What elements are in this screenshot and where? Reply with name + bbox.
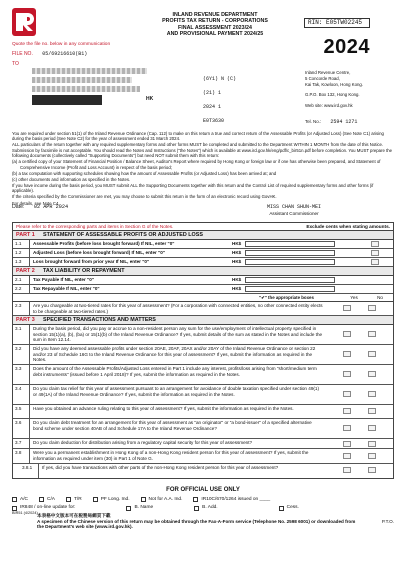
title-line3: AND PROVISIONAL PAYMENT 2024/25 (166, 31, 264, 38)
form-row-2-3 (13, 302, 393, 316)
part2-header (13, 267, 393, 276)
quote-note: Quote the file no. below in any communication (12, 42, 111, 47)
ref-code: E0T3630 (203, 118, 225, 124)
instructions-paragraph: For details, see Note C4. (12, 200, 60, 206)
form-row-3-2 (13, 345, 393, 365)
part1-header (13, 231, 393, 240)
tax-payable-field[interactable] (245, 277, 335, 283)
assessable-profits-field[interactable] (245, 241, 335, 247)
part-number: PART 1 (16, 232, 35, 239)
ref-code: 2024 1 (203, 104, 222, 110)
official-label: PF Long. Ind. (100, 496, 130, 502)
item-number: 3.6 (13, 419, 30, 438)
official-checkbox[interactable] (39, 497, 55, 503)
tel-value: 2594 1271 (330, 119, 358, 125)
yes-heading: Yes (350, 295, 358, 301)
item-box[interactable] (371, 259, 379, 265)
ref-code: (6Y1) N (C) (203, 76, 237, 82)
no-checkbox[interactable] (368, 467, 376, 473)
item-text: If yes, did you have transactions with other parts of the non-Hong Kong resident person for this year of assessment? (42, 465, 279, 471)
official-checkbox[interactable] (93, 497, 130, 503)
official-label: Not for A.A. Ind. (148, 496, 183, 502)
form-row-3-6 (13, 419, 393, 439)
no-checkbox[interactable] (368, 391, 376, 397)
issue-date (12, 205, 68, 211)
form-code: BIR51 (4/2024) (12, 511, 38, 515)
item-number: 1.2 (13, 249, 30, 257)
ird-logo-icon (12, 8, 36, 36)
no-checkbox[interactable] (368, 305, 376, 311)
instructions-paragraph: You are required under section 51(1) of the Inland Revenue Ordinance (Cap. 112) to make on this return a true and correct return of the Assessable Profits (or Adjusted Loss) (See Note C1) arising during the basis period (See Note C2) for the year of assessment ended 31 March 2024. (12, 131, 384, 142)
form-row-3-8 (13, 449, 393, 464)
instructions-item: (b) a tax computation with supporting schedules showing how the amount of Assessable Profits (or Adjusted Loss) has been arrived at; and (12, 170, 277, 176)
year-of-return: 2024 (323, 36, 370, 58)
signatory-name: MISS CHAN SHUN-MEI (267, 204, 322, 210)
file-number (12, 52, 87, 58)
reference-codes (203, 77, 236, 133)
official-label: Cess. (286, 505, 299, 511)
no-checkbox[interactable] (368, 371, 376, 377)
official-label: A/C (20, 496, 28, 502)
official-checkbox[interactable] (12, 497, 28, 503)
item-box[interactable] (371, 241, 379, 247)
yes-checkbox[interactable] (343, 408, 351, 414)
yes-checkbox[interactable] (343, 425, 351, 431)
official-label: IR10C/670/1264 issued on ____ (201, 496, 271, 502)
item-text: Were you a permanent establishment in Hong Kong of a non-Hong Kong resident person for this year of assessment? If yes, submit the information as required under item (30) in Part 1 of Note G. (33, 450, 309, 461)
ird-address-line: 5 Concorde Road, (305, 75, 340, 81)
item-text: Assessable Profits (before loss brought forward) If NIL, enter "0" (33, 241, 175, 247)
form-row-2-1 (13, 276, 393, 285)
item-box[interactable] (371, 250, 379, 256)
official-use-section (12, 487, 394, 530)
redacted-line (32, 68, 147, 74)
currency-label: HK$ (232, 241, 242, 247)
loss-brought-forward-field[interactable] (245, 259, 335, 265)
item-number: 3.1 (13, 325, 30, 344)
form-row-3-1 (13, 325, 393, 345)
date-label: Date: (12, 204, 25, 210)
item-number: 3.5 (13, 405, 30, 418)
form-row-1-1 (13, 240, 393, 249)
part-title: TAX LIABILITY OR REPAYMENT (43, 268, 125, 275)
ird-telephone (305, 119, 357, 126)
yes-checkbox[interactable] (343, 453, 351, 459)
form-row-3-8-1 (13, 464, 393, 478)
redacted-block (32, 95, 102, 105)
ref-code: (21) 1 (203, 90, 222, 96)
no-checkbox[interactable] (368, 425, 376, 431)
item-text: Tax Repayable If NIL, enter "0" (33, 286, 100, 292)
official-checkbox[interactable] (279, 505, 299, 511)
yes-checkbox[interactable] (343, 371, 351, 377)
yes-checkbox[interactable] (343, 331, 351, 337)
pto-label: P.T.O. (381, 519, 394, 524)
form-row-1-3 (13, 258, 393, 267)
item-number: 1.1 (13, 240, 30, 248)
item-number: 2.3 (13, 302, 30, 315)
part-number: PART 2 (16, 268, 35, 275)
currency-label: HK$ (232, 250, 242, 256)
official-use-title: FOR OFFICIAL USE ONLY (166, 487, 240, 493)
item-text: Does the amount of the Assessable Profits/Adjusted Loss entered in Part 1 include any interest, profits/loss arising from "short/medium term debt instruments" (issued before 1 April 2018)? If yes, submit the information as required in the Notes. (33, 366, 317, 377)
signature (267, 205, 321, 216)
currency-label: HK$ (232, 277, 242, 283)
redacted-line (32, 86, 140, 92)
irn-box (304, 18, 370, 28)
item-text: Adjusted Loss (before loss brought forward) If NIL, enter "0" (33, 250, 165, 256)
item-text: Do you claim debt treatment for an arrangement for this year of assessment as "an originator" or "a bond-issuer" of a specified alternative bond scheme under section 40AB of and Schedule 17A to the Inland Revenue Ordinance? (33, 420, 312, 431)
instructions-paragraph: ALL particulars of the return together with any required supplementary forms and other forms MUST be completed and submitted to the Department WITHIN 1 MONTH from the date of this Notice. Submission by facsimile is not acceptable. You should read the Notes and Instructions ("the Notes") which is available at www.ird.gov.hk/eng/pdf/c_bir51n.pdf before completion. You MUST prepare the following documents (collectively called "Supporting Documents") but need NOT submit them with this return: (12, 142, 393, 159)
item-number: 2.2 (13, 285, 30, 293)
yes-checkbox[interactable] (343, 351, 351, 357)
dept-name: INLAND REVENUE DEPARTMENT (172, 12, 258, 18)
instructions-item: (c) other documents and information as specified in the Notes. (12, 176, 131, 182)
item-text: Tax Payable If NIL, enter "0" (33, 277, 94, 283)
official-label: B. Name (134, 505, 154, 511)
official-checkbox[interactable] (66, 497, 82, 503)
item-number: 3.8.1 (13, 464, 39, 478)
item-text: During the basis period, did you pay or accrue to a non-resident person any sum for the use/employment of intellectual property specified in section 15(1)(a), (b), (ba) or 15(1)(b) of the Inland Revenue Ordinance? If yes, submit details of the sum as stated in the Notes and include the sum in Item 12.14. (33, 326, 323, 342)
yes-checkbox[interactable] (343, 391, 351, 397)
signatory-title: Assistant Commissioner (269, 210, 319, 216)
item-text: Do you claim tax relief for this year of assessment pursuant to an arrangement for avoidance of double taxation specified under section 49(1) or 49(1A) of the Inland Revenue Ordinance? If yes, submit the information as required in the Notes. (33, 386, 319, 397)
no-heading: No (377, 295, 383, 301)
title-line2: FINAL ASSESSMENT 2023/24 (178, 24, 252, 31)
part-title: SPECIFIED TRANSACTIONS AND MATTERS (43, 317, 156, 324)
form-row-1-2 (13, 249, 393, 258)
ird-website: Web site: www.ird.gov.hk (305, 103, 353, 109)
official-label: C/A (47, 496, 55, 502)
item-text: Loss brought forward from prior year If NIL, enter "0" (33, 259, 150, 265)
return-form (12, 222, 394, 479)
title-line1: PROFITS TAX RETURN - CORPORATIONS (162, 18, 268, 25)
official-checkbox[interactable] (194, 505, 217, 511)
item-text: Are you chargeable at two-tiered rates for this year of assessment? (For a corporation with connected entities, no other connected entity elects to be chargeable at two-tiered rates.) (33, 303, 323, 314)
yes-checkbox[interactable] (343, 305, 351, 311)
item-number: 3.2 (13, 345, 30, 364)
currency-label: HK$ (232, 286, 242, 292)
irn-value: E05TW02245 (326, 19, 363, 26)
return-title (160, 12, 270, 37)
form-row-3-3 (13, 365, 393, 385)
tax-repayable-field[interactable] (245, 286, 335, 292)
official-checkbox[interactable] (141, 497, 183, 503)
instructions (12, 131, 394, 207)
official-use-row (12, 497, 394, 503)
hk-label: HK (146, 96, 154, 102)
redacted-line (32, 77, 132, 83)
item-number: 2.1 (13, 276, 30, 284)
item-text: Did you have any deemed assessable profits under section 20AE, 20AF, 20AX and/or 20AY of the Inland Revenue Ordinance or section 22 and/or 23 of Schedule 16G to the Inland Revenue Ordinance for this year of assessment? If yes, submit the information as required in the Notes. (33, 346, 316, 362)
form-row-2-2 (13, 285, 393, 294)
adjusted-loss-field[interactable] (245, 250, 335, 256)
no-checkbox[interactable] (368, 351, 376, 357)
no-checkbox[interactable] (368, 331, 376, 337)
no-checkbox[interactable] (368, 441, 376, 447)
item-number: 3.3 (13, 365, 30, 384)
file-label: FILE NO. (12, 51, 33, 57)
part-number: PART 3 (16, 317, 35, 324)
cents-note: Exclude cents when stating amounts. (306, 224, 390, 229)
official-label: IR848 / on-line update for: (20, 505, 76, 511)
ird-address-line: Inland Revenue Centre, (305, 70, 351, 75)
refer-notes: Please refer to the corresponding parts and items in Section G of the Notes. (16, 224, 174, 229)
yes-checkbox[interactable] (343, 441, 351, 447)
official-use-row (12, 505, 394, 511)
form-row-3-4 (13, 385, 393, 405)
footer-note (37, 513, 357, 530)
no-checkbox[interactable] (368, 408, 376, 414)
currency-label: HK$ (232, 259, 242, 265)
official-label: T/R (74, 496, 82, 502)
item-number: 1.3 (13, 258, 30, 266)
form-row-3-7 (13, 439, 393, 449)
official-checkbox[interactable] (126, 505, 153, 511)
redacted-address (32, 68, 157, 105)
yes-no-header (13, 294, 393, 302)
part3-header (13, 316, 393, 325)
instructions-paragraph: If you have income during the basis period, you MUST submit ALL the Supporting Documents together with this return and the Control List of required supplementary forms and other forms (if applicable). (12, 182, 374, 194)
official-label: B. Add. (202, 505, 218, 511)
ird-address-line: G.P.O. Box 132, Hong Kong. (305, 92, 360, 98)
official-checkbox[interactable] (193, 497, 270, 503)
no-checkbox[interactable] (368, 453, 376, 459)
file-value: 05/69216610(B1) (42, 51, 88, 57)
item-text: Do you claim deduction for distribution arising from a regulatory capital security for this year of assessment? (33, 440, 253, 446)
instructions-item: (a) a certified copy of your Statement of Financial Position / Balance Sheet, Auditor's Report where required by Hong Kong or foreign law or if one has otherwise been prepared, and Statement of Comprehensive Income (Profit and Loss Account) in respect of the basis period; (12, 159, 381, 170)
item-text: Have you obtained an advance ruling relating to this year of assessment? If yes, submit the information as required in the Notes. (33, 406, 294, 412)
tel-label: Tel. No.: (305, 119, 322, 124)
date-value: 02 APR 2024 (33, 204, 69, 210)
specimen-note: A specimen of the Chinese version of this return may be obtained through the Fax-A-Form service (Telephone No. 2598 6001) or downloaded from the Department's web site (www.ird.gov.hk). (37, 518, 356, 530)
part-title: STATEMENT OF ASSESSABLE PROFITS OR ADJUSTED LOSS (43, 232, 203, 239)
yes-checkbox[interactable] (343, 467, 351, 473)
ird-address (305, 70, 363, 109)
form-row-3-5 (13, 405, 393, 419)
item-number: 3.7 (13, 439, 30, 448)
instructions-paragraph: If the criteria specified by the Commissioner are met, you may choose to submit this return in the form of an electronic record using GovHK. (12, 194, 277, 200)
form-note-bar (13, 223, 393, 231)
to-label: TO (12, 61, 19, 67)
item-number: 3.4 (13, 385, 30, 404)
tick-hint: "✔" the appropriate boxes (259, 295, 314, 301)
irn-label: RIN: (308, 19, 323, 26)
chinese-note: 本表格中文版本可在税務局網頁下載 (37, 513, 111, 518)
item-number: 3.8 (13, 449, 30, 463)
ird-address-line: Kai Tak, Kowloon, Hong Kong. (305, 81, 363, 87)
